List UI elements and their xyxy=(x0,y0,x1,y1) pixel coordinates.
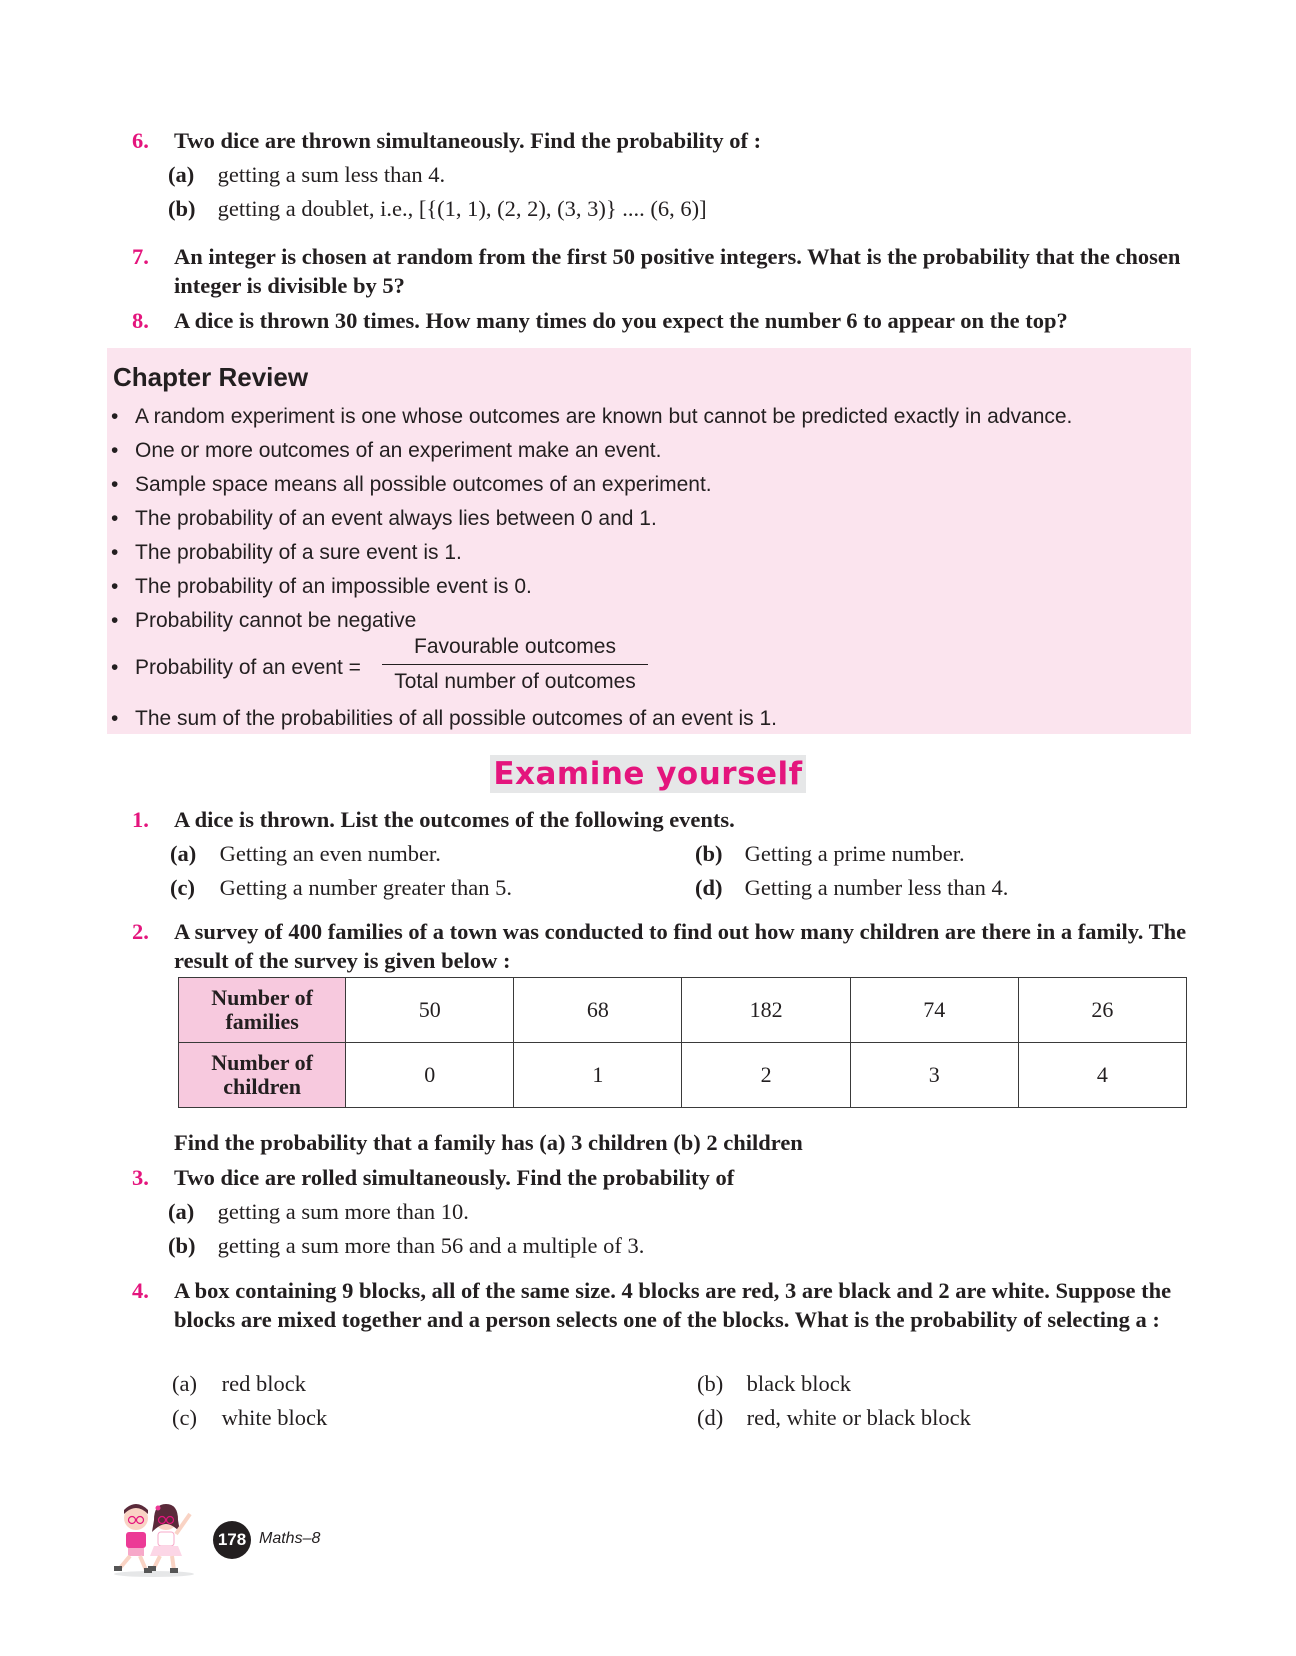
question-6-part-b xyxy=(168,195,707,223)
table-cell: 68 xyxy=(514,978,682,1043)
exercise-question-8 xyxy=(132,306,1202,335)
probability-formula-fraction xyxy=(382,634,648,695)
examine-question-3 xyxy=(132,1163,1202,1192)
examine-q3-part-a: (a) getting a sum more than 10. xyxy=(168,1199,469,1224)
table-cell: 74 xyxy=(850,978,1018,1043)
question-number: 4. xyxy=(132,1278,149,1303)
table-cell: 0 xyxy=(346,1043,514,1108)
question-number: 7. xyxy=(132,244,149,269)
part-label: (b) xyxy=(168,196,196,221)
question-text: Two dice are rolled simultaneously. Find the probability of xyxy=(174,1165,735,1190)
page-number-badge: 178 xyxy=(213,1521,251,1559)
bullet-icon: • xyxy=(111,473,119,496)
part-text: getting a doublet, i.e., [{(1, 1), (2, 2), (3, 3)} .... (6, 6)] xyxy=(217,196,707,221)
question-text: A dice is thrown 30 times. How many times do you expect the number 6 to appear on the top? xyxy=(174,308,1068,333)
bullet-icon: • xyxy=(111,609,119,632)
question-number: 2. xyxy=(132,919,149,944)
children-running-illustration-icon xyxy=(106,1502,202,1578)
book-title: Maths–8 xyxy=(259,1530,321,1547)
table-cell: 50 xyxy=(346,978,514,1043)
exercise-question-7 xyxy=(132,242,1202,300)
table-cell: 4 xyxy=(1018,1043,1186,1108)
examine-question-1 xyxy=(132,805,1202,834)
question-6-part-a xyxy=(168,161,445,189)
bullet-icon: • xyxy=(111,541,119,564)
examine-q1-part-c: (c) Getting a number greater than 5. xyxy=(170,875,513,900)
chapter-review-box: Chapter Review • A random experiment is one whose outcomes are known but cannot be predicted exactly in advance. • One or more outcomes of an experiment make an event. • Sample space means all possible outcomes of an experiment. • The probability of an event always lies between 0 and 1. • The probability of a sure event is 1. • The probability of an impossible event is 0. • Probability cannot be negative • Probability of an event = Favourable outcomes Total number of outcomes • The sum of the probabilities of all possible outcomes of an event is 1. xyxy=(107,348,1191,734)
examine-yourself-heading: Examine yourself xyxy=(490,755,806,793)
bullet-icon: • xyxy=(111,707,119,730)
part-label: (a) xyxy=(168,162,195,187)
formula-denominator: Total number of outcomes xyxy=(394,670,636,693)
examine-q4-part-c: (c) white block xyxy=(172,1405,328,1430)
examine-q1-part-b: (b) Getting a prime number. xyxy=(695,841,965,866)
bullet-icon: • xyxy=(111,507,119,530)
examine-q1-part-d: (d) Getting a number less than 4. xyxy=(695,875,1009,900)
table-row-children xyxy=(179,1043,1187,1108)
formula-numerator: Favourable outcomes xyxy=(382,634,648,665)
question-text: A box containing 9 blocks, all of the same size. 4 blocks are red, 3 are black and 2 are white. Suppose the blocks are mixed together and a person selects one of the blocks. What is the probability of selecting a : xyxy=(174,1278,1172,1332)
table-cell: 26 xyxy=(1018,978,1186,1043)
table-cell: 3 xyxy=(850,1043,1018,1108)
question-text: An integer is chosen at random from the first 50 positive integers. What is the probability that the chosen integer is divisible by 5? xyxy=(174,244,1181,298)
table-cell: 1 xyxy=(514,1043,682,1108)
question-number: 1. xyxy=(132,807,149,832)
survey-table xyxy=(178,977,1187,1108)
bullet-icon: • xyxy=(111,405,119,428)
examine-q3-part-b: (b) getting a sum more than 56 and a multiple of 3. xyxy=(168,1233,645,1258)
question-number: 3. xyxy=(132,1165,149,1190)
chapter-review-title: Chapter Review xyxy=(113,362,309,392)
bullet-icon: • xyxy=(111,656,119,679)
bullet-icon: • xyxy=(111,439,119,462)
examine-question-4 xyxy=(132,1276,1202,1334)
question-text: A dice is thrown. List the outcomes of the following events. xyxy=(174,807,735,832)
examine-question-2 xyxy=(132,917,1202,975)
table-cell: 182 xyxy=(682,978,850,1043)
exercise-question-6 xyxy=(132,126,1202,155)
question-number: 6. xyxy=(132,128,149,153)
row-header: Number of families xyxy=(179,978,346,1043)
examine-q4-part-a: (a) red block xyxy=(172,1371,306,1396)
part-text: getting a sum less than 4. xyxy=(217,162,446,187)
question-number: 8. xyxy=(132,308,149,333)
row-header: Number of children xyxy=(179,1043,346,1108)
examine-q2-follow-up: Find the probability that a family has (a) 3 children (b) 2 children xyxy=(174,1130,803,1155)
question-text: A survey of 400 families of a town was conducted to find out how many children are there in a family. The result of the survey is given below : xyxy=(174,919,1187,973)
bullet-icon: • xyxy=(111,575,119,598)
question-text: Two dice are thrown simultaneously. Find the probability of : xyxy=(174,128,762,153)
examine-q4-part-b: (b) black block xyxy=(697,1371,851,1396)
table-cell: 2 xyxy=(682,1043,850,1108)
examine-q4-part-d: (d) red, white or black block xyxy=(697,1405,971,1430)
table-row-families xyxy=(179,978,1187,1043)
examine-q1-part-a: (a) Getting an even number. xyxy=(170,841,441,866)
